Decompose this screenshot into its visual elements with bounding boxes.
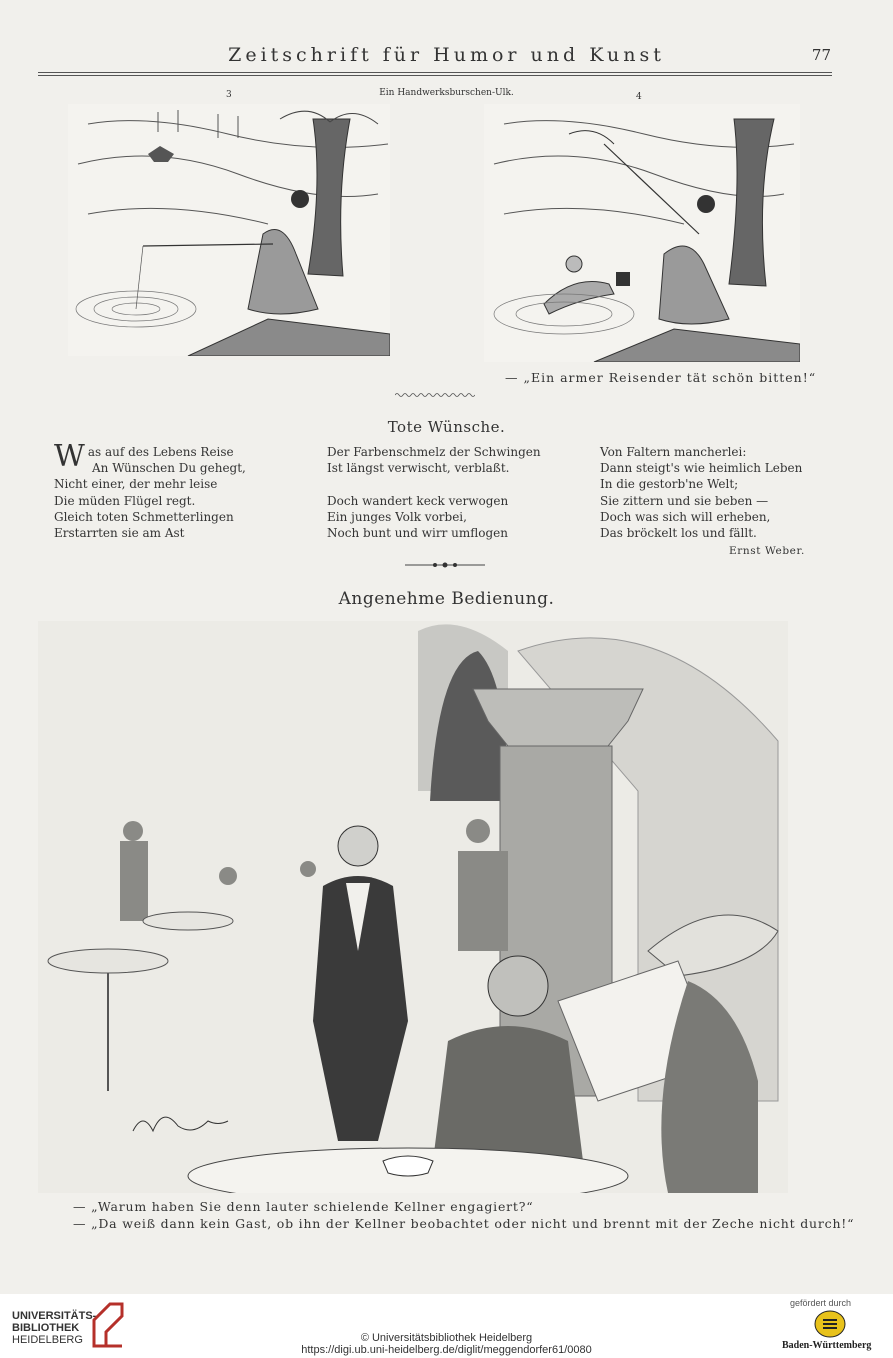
header-rule-double <box>38 75 832 76</box>
logo-line-3: HEIDELBERG <box>12 1334 83 1346</box>
poem-line: Ist längst verwischt, verblaßt. <box>327 461 510 476</box>
poem-column-3 <box>600 444 820 541</box>
panel-number-3: 3 <box>226 90 232 100</box>
section-ornament <box>405 560 485 570</box>
comic-caption: — „Ein armer Reisender tät schön bitten!“ <box>505 370 817 385</box>
footer-copyright: © Universitätsbibliothek Heidelberg <box>360 1332 533 1344</box>
baden-wuerttemberg-crest-icon <box>814 1310 846 1338</box>
comic-title: Ein Handwerksburschen-Ulk. <box>379 88 514 98</box>
journal-title: Zeitschrift für Humor und Kunst <box>228 44 665 66</box>
page-number: 77 <box>811 46 831 64</box>
comic-panel-3-illustration <box>68 104 390 356</box>
comic-panel-4-illustration <box>484 104 800 362</box>
footer-permalink[interactable]: https://digi.ub.uni-heidelberg.de/diglit/meggendorfer61/0080 <box>301 1344 592 1356</box>
poem-column-1 <box>54 439 304 541</box>
poem-line: Gleich toten Schmetterlingen <box>54 509 234 524</box>
poem-line: An Wünschen Du gehegt, <box>92 461 246 476</box>
poem-line <box>327 476 577 492</box>
panel-number-4: 4 <box>636 92 642 102</box>
poem-line: Der Farbenschmelz der Schwingen <box>327 445 541 459</box>
poem-line: Das bröckelt los und fällt. <box>600 525 757 540</box>
header-rule <box>38 72 832 73</box>
poem-line: Erstarrten sie am Ast <box>54 525 185 540</box>
divider-squiggle <box>395 392 475 398</box>
poem-line: Dann steigt's wie heimlich Leben <box>600 461 803 476</box>
logo-line-2: BIBLIOTHEK <box>12 1322 80 1334</box>
poem-line: In die gestorb'ne Welt; <box>600 477 739 492</box>
poem-line: Nicht einer, der mehr leise <box>54 477 218 492</box>
poem-title: Tote Wünsche. <box>387 418 506 436</box>
poem-line: Doch wandert keck verwogen <box>327 493 509 508</box>
poem-line: Sie zittern und sie beben — <box>600 493 769 508</box>
poem-drop-cap: W <box>54 439 85 474</box>
funding-label: gefördert durch <box>790 1298 852 1308</box>
cartoon-dialog-line-1: — „Warum haben Sie denn lauter schielende Kellner engagiert?“ <box>73 1199 534 1214</box>
logo-line-1: UNIVERSITÄTS- <box>12 1310 97 1322</box>
poem-line: Von Faltern mancherlei: <box>600 445 747 459</box>
cartoon-dialog-line-2: — „Da weiß dann kein Gast, ob ihn der Kellner beobachtet oder nicht und brennt mit der Zeche nicht durch!“ <box>73 1216 855 1231</box>
poem-author: Ernst Weber. <box>729 545 805 557</box>
cartoon-title: Angenehme Bedienung. <box>338 589 555 609</box>
poem-line: Noch bunt und wirr umflogen <box>327 525 508 540</box>
poem-column-2 <box>327 444 577 541</box>
cafe-cartoon-illustration <box>38 621 788 1193</box>
poem-line: as auf des Lebens Reise <box>87 445 234 459</box>
funder-name: Baden-Württemberg <box>782 1340 872 1351</box>
poem-line: Ein junges Volk vorbei, <box>327 509 467 524</box>
poem-line: Die müden Flügel regt. <box>54 493 196 508</box>
poem-line: Doch was sich will erheben, <box>600 509 771 524</box>
